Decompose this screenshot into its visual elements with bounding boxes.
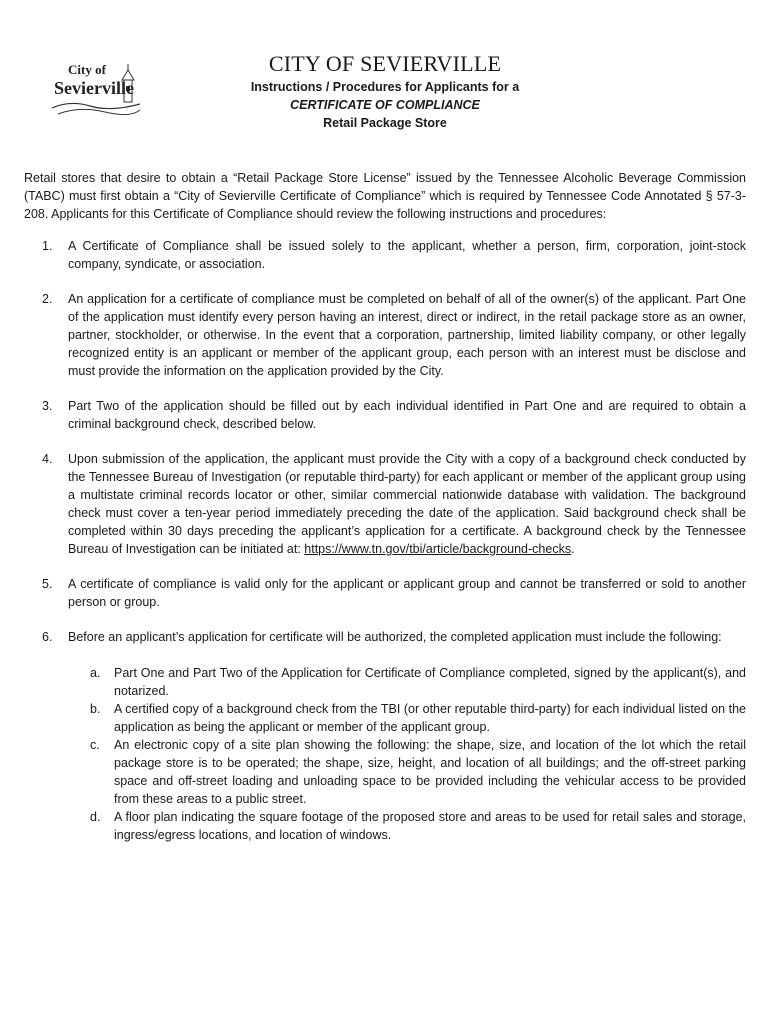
item-number: 5. [42, 577, 53, 591]
sublist-item [68, 700, 746, 736]
page-title: CITY OF SEVIERVILLE [268, 51, 502, 76]
sub-item-letter: d. [90, 810, 101, 824]
list-item [24, 628, 746, 844]
sublist-item [68, 808, 746, 844]
sublist-item [68, 664, 746, 700]
list-item [24, 397, 746, 433]
sub-item-text: Part One and Part Two of the Application for Certificate of Compliance completed, signed by the applicant(s), and notarized. [114, 666, 746, 698]
instruction-list [24, 237, 746, 844]
sublist-item [68, 736, 746, 808]
item-text: A Certificate of Compliance shall be issued solely to the applicant, whether a person, firm, corporation, joint-stock company, syndicate, or association. [68, 239, 746, 271]
item-text-end: . [571, 542, 575, 556]
sub-item-letter: a. [90, 666, 101, 680]
item-text: Upon submission of the application, the applicant must provide the City with a copy of a background check conducted by the Tennessee Bureau of Investigation (or reputable third-party) for each applicant or member of the applicant group using a multistate criminal records locator or other, similar commercial nationwide database with validation. The background check must cover a ten-year period immediately preceding the date of the application. Said background check shall be completed within 30 days preceding the applicant’s application for a certificate. A background check by the Tennessee Bureau of Investigation can be initiated at: [68, 452, 746, 556]
sub-item-text: A floor plan indicating the square footage of the proposed store and areas to be used for retail sales and storage, ingress/egress locations, and location of windows. [114, 810, 746, 842]
sub-item-letter: c. [90, 738, 100, 752]
logo-line1: City of [68, 62, 106, 77]
item-number: 1. [42, 239, 53, 253]
list-item [24, 575, 746, 611]
tbi-background-check-link[interactable]: https://www.tn.gov/tbi/article/background-checks [304, 542, 572, 556]
item-text: Before an applicant’s application for certificate will be authorized, the completed application must include the following: [68, 630, 722, 644]
subtitle-store-type: Retail Package Store [323, 116, 447, 130]
item-text: A certificate of compliance is valid only for the applicant or applicant group and cannot be transferred or sold to another person or group. [68, 577, 746, 609]
document-body [24, 169, 746, 861]
requirements-sublist [68, 664, 746, 844]
sub-item-text: An electronic copy of a site plan showing the following: the shape, size, and location of the lot which the retail package store is to be operated; the shape, size, height, and location of all buildings; and the off-street parking space and off-street loading and unloading space to be provided including the vehicular access to be provided from these areas to a public street. [114, 738, 746, 806]
item-number: 4. [42, 452, 53, 466]
list-item [24, 450, 746, 558]
item-number: 2. [42, 292, 53, 306]
sub-item-text: A certified copy of a background check from the TBI (or other reputable third-party) for each individual listed on the application as being the applicant or member of the applicant group. [114, 702, 746, 734]
item-text: Part Two of the application should be filled out by each individual identified in Part One and are required to obtain a criminal background check, described below. [68, 399, 746, 431]
document-header [0, 50, 770, 132]
sub-item-letter: b. [90, 702, 101, 716]
logo-line2: Sevierville [54, 78, 134, 98]
list-item [24, 290, 746, 380]
subtitle-instructions: Instructions / Procedures for Applicants for a [250, 80, 520, 94]
intro-paragraph: Retail stores that desire to obtain a “Retail Package Store License” issued by the Tennessee Alcoholic Beverage Commission (TABC) must first obtain a “City of Sevierville Certificate of Compliance” which is required by Tennessee Code Annotated § 57-3-208. Applicants for this Certificate of Compliance should review the following instructions and procedures: [24, 171, 746, 221]
item-text: An application for a certificate of compliance must be completed on behalf of all of the owner(s) of the applicant. Part One of the application must identify every person having an interest, direct or indirect, in the retail package store as an owner, partner, stockholder, or otherwise. In the event that a corporation, partnership, limited liability company, or other legally recognized entity is an applicant or member of the applicant group, each person with an interest must be disclose and must provide the information on the application provided by the City. [68, 292, 746, 378]
list-item [24, 237, 746, 273]
item-number: 3. [42, 399, 53, 413]
subtitle-certificate: CERTIFICATE OF COMPLIANCE [290, 98, 480, 112]
item-number: 6. [42, 630, 53, 644]
